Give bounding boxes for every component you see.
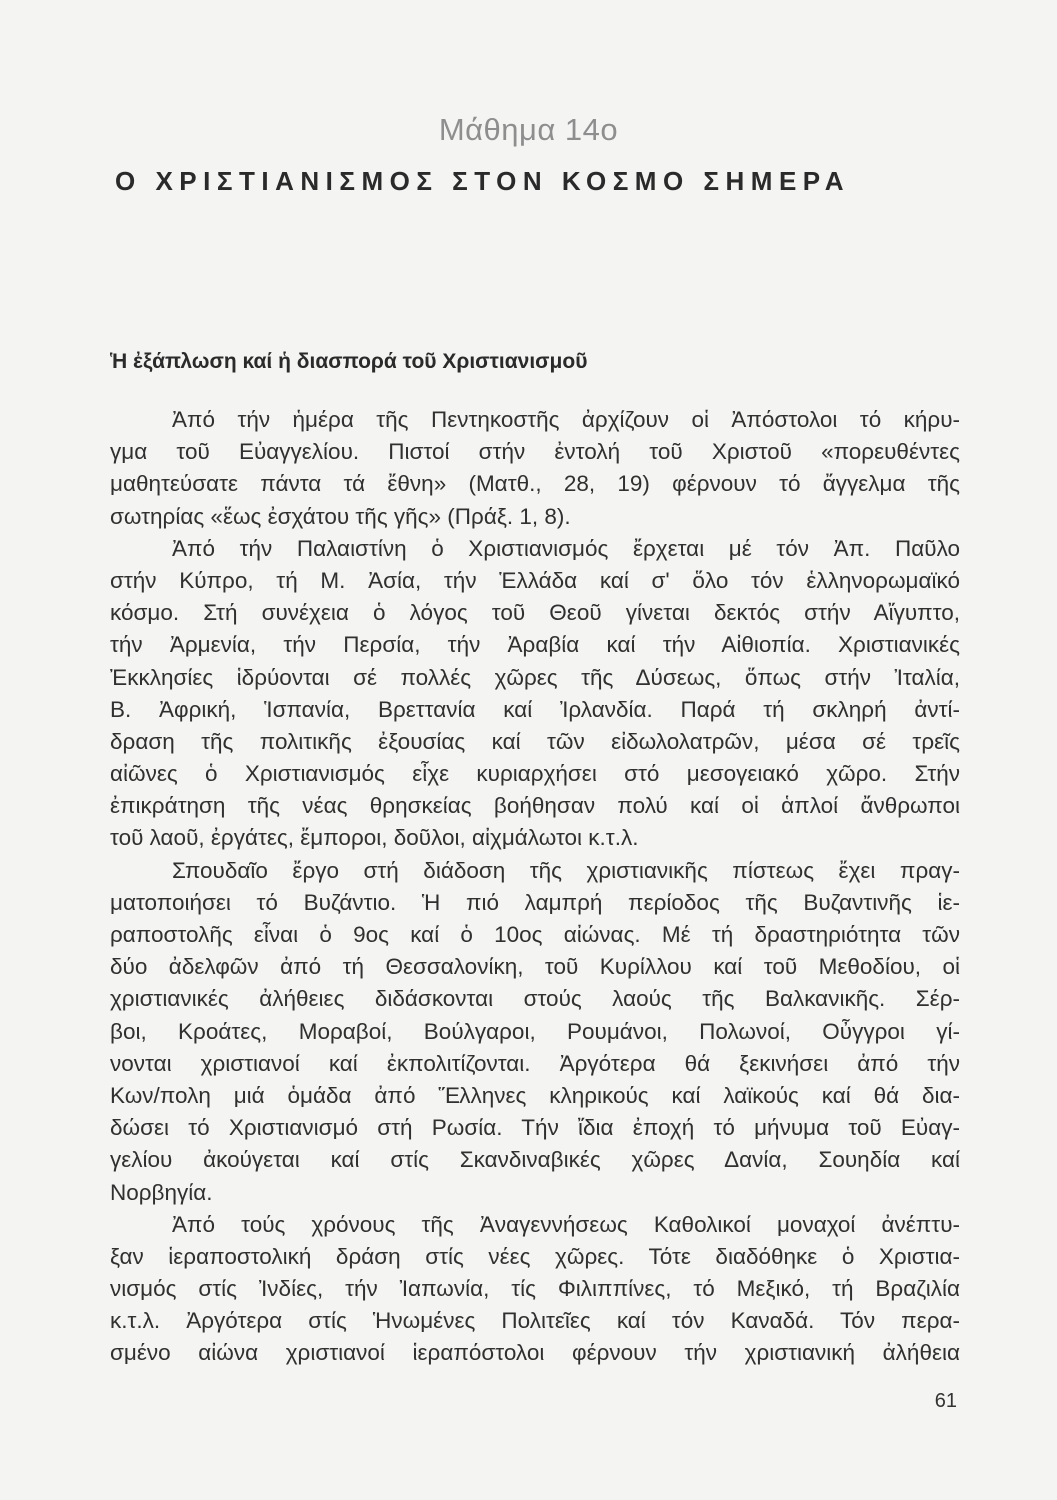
text-line: μαθητεύσατε πάντα τά ἔθνη» (Ματθ., 28, 19) φέρνουν τό ἄγγελμα τῆς <box>110 471 960 497</box>
text-line: Κων/πολη μιά ὁμάδα ἀπό Ἕλληνες κληρικούς καί λαϊκούς καί θά δια- <box>110 1082 960 1108</box>
text-line: Ἀπό τούς χρόνους τῆς Ἀναγεννήσεως Καθολικοί μοναχοί ἀνέπτυ- <box>172 1211 960 1237</box>
text-line: Ἀπό τήν Παλαιστίνη ὁ Χριστιανισμός ἔρχεται μέ τόν Ἀπ. Παῦλο <box>172 535 960 561</box>
section-heading: Ἡ ἐξάπλωση καί ἡ διασπορά τοῦ Χριστιανισμοῦ <box>110 350 588 373</box>
text-line: τοῦ λαοῦ, ἐργάτες, ἔμποροι, δοῦλοι, αἰχμάλωτοι κ.τ.λ. <box>110 825 639 851</box>
text-line: Ἐκκλησίες ἱδρύονται σέ πολλές χῶρες τῆς Δύσεως, ὅπως στήν Ἰταλία, <box>110 664 960 690</box>
text-line: νισμός στίς Ἰνδίες, τήν Ἰαπωνία, τίς Φιλιππίνες, τό Μεξικό, τή Βραζιλία <box>110 1276 960 1302</box>
text-line: ραποστολῆς εἶναι ὁ 9ος καί ὁ 10ος αἰώνας. Μέ τή δραστηριότητα τῶν <box>110 922 960 947</box>
text-line: ἐπικράτηση τῆς νέας θρησκείας βοήθησαν πολύ καί οἱ ἁπλοί ἄνθρωποι <box>110 793 960 819</box>
text-line: αἰῶνες ὁ Χριστιανισμός εἶχε κυριαρχήσει στό μεσογειακό χῶρο. Στήν <box>110 761 960 787</box>
text-line: ξαν ἱεραποστολική δράση στίς νέες χῶρες. Τότε διαδόθηκε ὁ Χριστια- <box>110 1243 960 1269</box>
body-text <box>110 404 960 1370</box>
text-line: Σπουδαῖο ἔργο στή διάδοση τῆς χριστιανικῆς πίστεως ἔχει πραγ- <box>172 857 960 883</box>
text-line: σωτηρίας «ἕως ἐσχάτου τῆς γῆς» (Πράξ. 1, 8). <box>110 503 571 529</box>
text-line: χριστιανικές ἀλήθειες διδάσκονται στούς λαούς τῆς Βαλκανικῆς. Σέρ- <box>110 986 960 1012</box>
page-number: 61 <box>934 1390 957 1412</box>
text-line: Ἀπό τήν ἡμέρα τῆς Πεντηκοστῆς ἀρχίζουν οἱ Ἀπόστολοι τό κήρυ- <box>172 407 960 432</box>
text-line: Νορβηγία. <box>110 1179 213 1205</box>
text-line: βοι, Κροάτες, Μοραβοί, Βούλγαροι, Ρουμάνοι, Πολωνοί, Οὖγγροι γί- <box>110 1018 960 1044</box>
text-line: δραση τῆς πολιτικῆς ἐξουσίας καί τῶν εἰδωλολατρῶν, μέσα σέ τρεῖς <box>110 728 960 754</box>
text-line: τήν Ἀρμενία, τήν Περσία, τήν Ἀραβία καί τήν Αἰθιοπία. Χριστιανικές <box>110 632 960 658</box>
text-line: κόσμο. Στή συνέχεια ὁ λόγος τοῦ Θεοῦ γίνεται δεκτός στήν Αἴγυπτο, <box>110 600 960 626</box>
text-line: Β. Ἀφρική, Ἱσπανία, Βρεττανία καί Ἰρλανδία. Παρά τή σκληρή ἀντί- <box>110 696 960 722</box>
text-line: γμα τοῦ Εὐαγγελίου. Πιστοί στήν ἐντολή τοῦ Χριστοῦ «πορευθέντες <box>110 439 960 465</box>
text-line: δύο ἀδελφῶν ἀπό τή Θεσσαλονίκη, τοῦ Κυρίλλου καί τοῦ Μεθοδίου, οἱ <box>110 954 960 980</box>
text-line: κ.τ.λ. Ἀργότερα στίς Ἡνωμένες Πολιτεῖες καί τόν Καναδά. Τόν περα- <box>110 1308 960 1334</box>
text-line: σμένο αἰώνα χριστιανοί ἱεραπόστολοι φέρνουν τήν χριστιανική ἀλήθεια <box>110 1340 960 1366</box>
main-title: Ο ΧΡΙΣΤΙΑΝΙΣΜΟΣ ΣΤΟΝ ΚΟΣΜΟ ΣΗΜΕΡΑ <box>115 166 850 196</box>
text-line: γελίου ἀκούγεται καί στίς Σκανδιναβικές χῶρες Δανία, Σουηδία καί <box>110 1147 960 1173</box>
text-line: στήν Κύπρο, τή Μ. Ἀσία, τήν Ἑλλάδα καί σ' ὅλο τόν ἑλληνορωμαϊκό <box>110 567 960 593</box>
text-line: νονται χριστιανοί καί ἐκπολιτίζονται. Ἀργότερα θά ξεκινήσει ἀπό τήν <box>110 1050 960 1076</box>
text-line: δώσει τό Χριστιανισμό στή Ρωσία. Τήν ἴδια ἐποχή τό μήνυμα τοῦ Εὐαγ- <box>110 1115 960 1141</box>
text-line: ματοποιήσει τό Βυζάντιο. Ἡ πιό λαμπρή περίοδος τῆς Βυζαντινῆς ἱε- <box>110 889 960 915</box>
lesson-title: Μάθημα 14ο <box>438 112 619 147</box>
